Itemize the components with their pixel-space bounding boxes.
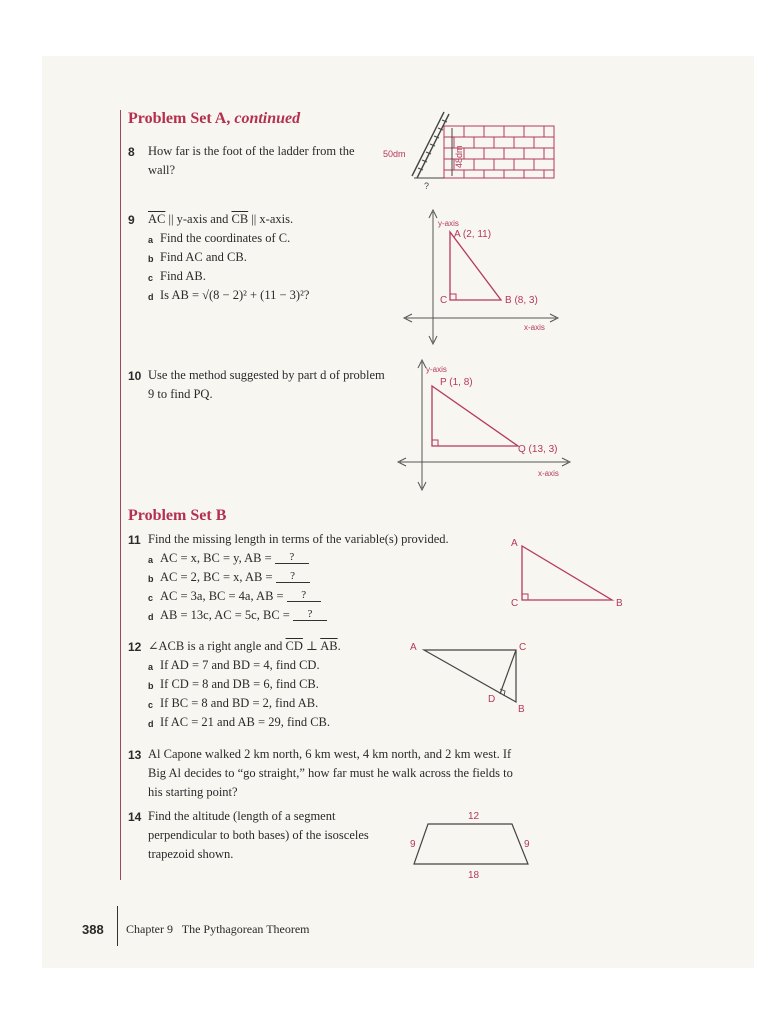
triangle-pq [432,386,518,446]
problem-number: 9 [128,213,135,227]
part-letter: a [148,235,154,245]
problem-number: 10 [128,369,142,383]
stem-text: . [337,639,341,653]
point-q-label: Q (13, 3) [518,444,558,455]
part-text: Is AB = √(8 − 2)² + (11 − 3)²? [160,288,310,302]
problem-part [148,248,388,267]
point-a-label: A (2, 11) [454,229,492,240]
segment-ab: $\overline{AB}$ [320,639,338,653]
part-letter: c [148,593,154,603]
problem-text: Find the missing length in terms of the variable(s) provided. [148,532,449,546]
left-leg-label: 9 [410,839,416,850]
page-number: 388 [82,922,104,937]
problem-number: 8 [128,145,135,159]
answer-blank: ? [287,589,321,602]
point-c-label: C [511,598,519,609]
problem-part [148,549,508,568]
part-letter: d [148,292,154,302]
coordinate-triangle-figure-10 [396,358,572,492]
part-letter: a [148,555,154,565]
ladder-wall-figure [380,108,560,192]
problem-number: 13 [128,748,142,762]
problem-10 [128,366,388,404]
point-a-label: A [511,538,518,549]
part-text: AC = x, BC = y, AB = [160,551,275,565]
segment-cb: $\overline{CB}$ [231,212,249,226]
part-text: AC = 3a, BC = 4a, AB = [160,589,287,603]
part-text: AC = 2, BC = x, AB = [160,570,276,584]
y-axis-label: y-axis [426,365,447,374]
part-text: If AC = 21 and AB = 29, find CB. [160,715,331,729]
right-triangle-figure-11 [506,532,630,612]
set-a-heading [128,110,300,128]
coordinate-triangle-figure-9 [400,206,560,346]
part-letter: c [148,700,154,710]
problem-13 [128,745,528,802]
point-d-label: D [488,694,496,705]
x-axis-label: x-axis [524,323,545,332]
ladder-length-label: 50dm [383,149,406,159]
part-letter: c [148,273,154,283]
part-letter: b [148,254,154,264]
problem-number: 12 [128,640,142,654]
wall-height-label: 48dm [454,145,464,168]
point-c-label: C [519,642,527,653]
part-letter: b [148,681,154,691]
altitude-cd [500,650,516,694]
problem-text: Use the method suggested by part d of problem 9 to find PQ. [148,368,385,401]
problem-text: Find the altitude (length of a segment perpendicular to both bases) of the isosceles trapezoid shown. [148,809,369,861]
problem-stem [128,637,398,656]
answer-blank: ? [276,570,310,583]
answer-blank: ? [293,608,327,621]
problem-part [148,229,388,248]
answer-blank: ? [275,551,309,564]
footer-divider [117,906,118,946]
stem-text: || y-axis and [165,212,232,226]
point-b-label: B [616,598,623,609]
top-base-label: 12 [468,811,480,822]
set-a-heading-main: Problem Set A, [128,110,231,127]
problem-part [148,694,398,713]
part-letter: a [148,662,154,672]
problem-9 [128,210,388,305]
part-text: If AD = 7 and BD = 4, find CD. [160,658,320,672]
problem-8 [128,142,368,180]
problem-part [148,656,398,675]
problem-11 [128,530,508,625]
problem-part [148,587,508,606]
problem-part [148,286,388,305]
problem-part [148,713,398,732]
part-text: If CD = 8 and DB = 6, find CB. [160,677,319,691]
part-letter: d [148,719,154,729]
set-a-heading-emphasis: continued [234,110,301,127]
segment-cd: $\overline{CD}$ [285,639,303,653]
triangle-acb [450,232,501,300]
part-letter: d [148,612,154,622]
problem-part [148,267,388,286]
part-letter: b [148,574,154,584]
y-axis-label: y-axis [438,219,459,228]
point-c-label: C [440,295,448,306]
problem-stem [128,210,388,229]
isosceles-trapezoid [414,824,528,864]
part-text: If BC = 8 and BD = 2, find AB. [160,696,319,710]
problem-14 [128,807,378,864]
point-p-label: P (1, 8) [440,377,473,388]
trapezoid-figure-14 [402,806,552,884]
bottom-base-label: 18 [468,870,480,881]
problem-text: Al Capone walked 2 km north, 6 km west, 4 km north, and 2 km west. If Big Al decides to “go straight,” how far must he walk across the fields to his starting point? [148,747,513,799]
problem-part [148,568,508,587]
triangle-acb [424,650,516,702]
part-text: AB = 13c, AC = 5c, BC = [160,608,293,622]
part-text: Find AC and CB. [160,250,247,264]
margin-rule [120,110,121,880]
x-axis-label: x-axis [538,469,559,478]
point-b-label: B (8, 3) [505,295,538,306]
stem-text: || x-axis. [248,212,294,226]
set-b-heading: Problem Set B [128,507,227,524]
point-a-label: A [410,642,417,653]
problem-number: 11 [128,533,141,547]
part-text: Find the coordinates of C. [160,231,291,245]
stem-text: ∠ACB is a right angle and [148,639,286,653]
segment-ac: $\overline{AC}$ [148,212,166,226]
ladder [412,112,444,176]
part-text: Find AB. [160,269,206,283]
problem-part [148,675,398,694]
unknown-distance-label: ? [424,181,430,191]
problem-text: How far is the foot of the ladder from the wall? [148,144,355,177]
stem-text: ⊥ [302,639,321,653]
problem-12 [128,637,398,732]
triangle-acb [522,546,612,600]
right-leg-label: 9 [524,839,530,850]
problem-part [148,606,508,625]
problem-number: 14 [128,810,142,824]
point-b-label: B [518,704,525,715]
altitude-triangle-figure-12 [404,636,536,716]
chapter-footer: Chapter 9 The Pythagorean Theorem [126,922,310,936]
